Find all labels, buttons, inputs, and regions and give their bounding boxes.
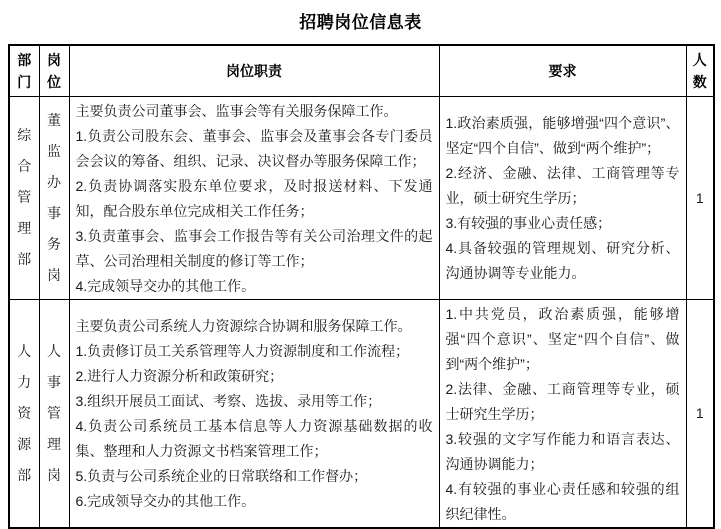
table-row — [9, 96, 714, 299]
position-value: 董监办事务岗 — [46, 111, 61, 283]
duty-line: 4.完成领导交办的其他工作。 — [75, 277, 256, 294]
duty-line: 1.负责修订员工关系管理等人力资源制度和工作流程； — [75, 343, 410, 359]
requirement-line: 2.法律、金融、工商管理等专业，硕士研究生学历； — [445, 380, 680, 422]
duty-line: 5.负责与公司系统企业的日常联络和工作督办； — [75, 468, 368, 484]
department-value: 综合管理部 — [17, 127, 32, 267]
header-department — [9, 45, 39, 96]
duties-cell — [69, 96, 439, 299]
requirement-line: 1.中共党员，政治素质强，能够增强“四个意识”、坚定“四个自信”、做到“两个维护”； — [445, 305, 680, 372]
requirement-line: 2.经济、金融、法律、工商管理等专业，硕士研究生学历； — [445, 165, 680, 206]
table-row — [9, 299, 714, 528]
position-cell — [39, 299, 69, 528]
requirement-line: 3.较强的文字写作能力和语言表达、沟通协调能力； — [445, 430, 680, 472]
duty-line: 6.完成领导交办的其他工作。 — [75, 493, 256, 509]
header-position-label: 岗位 — [46, 51, 61, 90]
header-duties: 岗位职责 — [69, 45, 439, 96]
department-value: 人力资源部 — [17, 342, 32, 483]
duty-line: 3.负责董事会、监事会工作报告等有关公司治理文件的起草、公司治理相关制度的修订等工作； — [75, 227, 433, 269]
duty-line: 主要负责公司系统人力资源综合协调和服务保障工作。 — [75, 318, 412, 334]
header-department-label: 部门 — [17, 51, 32, 90]
requirement-line: 4.有较强的事业心责任感和较强的组织纪律性。 — [445, 480, 680, 522]
requirements-cell — [439, 96, 686, 299]
header-headcount — [686, 45, 714, 96]
headcount-cell: 1 — [686, 96, 714, 299]
duties-cell — [69, 299, 439, 528]
requirements-cell — [439, 299, 686, 528]
department-cell — [9, 96, 39, 299]
header-position — [39, 45, 69, 96]
department-cell — [9, 299, 39, 528]
duty-line: 2.进行人力资源分析和政策研究； — [75, 368, 284, 384]
page-title: 招聘岗位信息表 — [299, 13, 422, 32]
requirement-line: 3.有较强的事业心责任感； — [445, 215, 612, 231]
header-requirements: 要求 — [439, 45, 686, 96]
position-value: 人事管理岗 — [46, 342, 61, 483]
duty-line: 4.负责公司系统员工基本信息等人力资源基础数据的收集、整理和人力资源文书档案管理工作； — [75, 418, 433, 459]
headcount-cell: 1 — [686, 299, 714, 528]
table-header-row — [9, 45, 714, 96]
duty-line: 2.负责协调落实股东单位要求，及时报送材料、下发通知，配合股东单位完成相关工作任务； — [75, 177, 433, 219]
duty-line: 1.负责公司股东会、董事会、监事会及董事会各专门委员会会议的筹备、组织、记录、决议督办等服务保障工作； — [75, 127, 433, 169]
duty-line: 3.组织开展员工面试、考察、选拔、录用等工作； — [75, 393, 382, 409]
requirement-line: 4.具备较强的管理规划、研究分析、沟通协调等专业能力。 — [445, 240, 680, 281]
requirement-line: 1.政治素质强，能够增强“四个意识”、坚定“四个自信”、做到“两个维护”； — [445, 115, 680, 156]
header-headcount-label: 人数 — [692, 51, 707, 90]
duty-line: 主要负责公司董事会、监事会等有关服务保障工作。 — [75, 102, 398, 119]
position-cell — [39, 96, 69, 299]
recruitment-table — [8, 44, 715, 529]
